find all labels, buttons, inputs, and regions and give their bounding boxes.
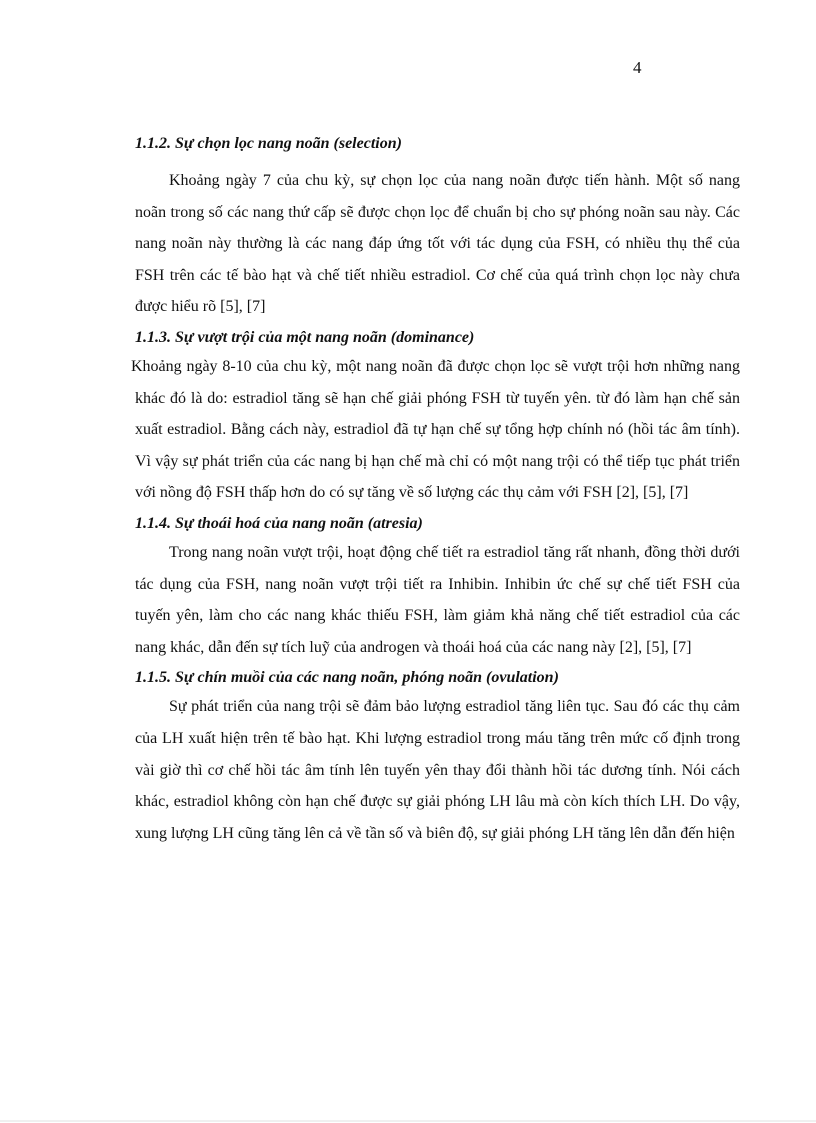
section-heading: 1.1.2. Sự chọn lọc nang noãn (selection) bbox=[135, 135, 402, 152]
page-number: 4 bbox=[633, 58, 642, 77]
section-paragraph: Trong nang noãn vượt trội, hoạt động chế tiết ra estradiol tăng rất nhanh, đồng thời dưới tác dụng của FSH, nang noãn vượt trội tiết ra Inhibin. Inhibin ức chế sự chế tiết FSH của tuyến yên, làm cho các nang khác thiếu FSH, làm giảm khả năng chế tiết estradiol của các nang khác, dẫn đến sự tích luỹ của androgen và thoái hoá của các nang này [2], [5], [7] bbox=[135, 543, 740, 656]
section-paragraph: Sự phát triển của nang trội sẽ đảm bảo lượng estradiol tăng liên tục. Sau đó các thụ cảm của LH xuất hiện trên tế bào hạt. Khi lượng estradiol trong máu tăng trên mức cố định trong vài giờ thì cơ chế hồi tác âm tính lên tuyến yên thay đổi thành hồi tác dương tính. Nói cách khác, estradiol không còn hạn chế được sự giải phóng LH lâu mà còn kích thích LH. Do vậy, xung lượng LH cũng tăng lên cả về tần số và biên độ, sự giải phóng LH tăng lên dẫn đến hiện bbox=[135, 698, 740, 842]
section-1-1-2 bbox=[135, 131, 740, 323]
document-body bbox=[131, 131, 740, 849]
section-heading: 1.1.5. Sự chín muồi của các nang noãn, phóng noãn (ovulation) bbox=[135, 669, 559, 687]
page-bottom-divider bbox=[0, 1120, 816, 1122]
section-paragraph: Khoảng ngày 7 của chu kỳ, sự chọn lọc của nang noãn được tiến hành. Một số nang noãn trong số các nang thứ cấp sẽ được chọn lọc để chuẩn bị cho sự phóng noãn sau này. Các nang noãn này thường là các nang đáp ứng tốt với tác dụng của FSH, có nhiều thụ thể của FSH trên các tế bào hạt và chế tiết nhiều estradiol. Cơ chế của quá trình chọn lọc này chưa được hiểu rõ [5], [7] bbox=[135, 172, 740, 316]
section-1-1-4 bbox=[135, 511, 740, 663]
section-heading: 1.1.4. Sự thoái hoá của nang noãn (atresia) bbox=[135, 514, 423, 532]
section-paragraph: Khoảng ngày 8-10 của chu kỳ, một nang noãn đã được chọn lọc sẽ vượt trội hơn những nang khác đó là do: estradiol tăng sẽ hạn chế giải phóng FSH từ tuyến yên. từ đó làm hạn chế sản xuất estradiol. Bằng cách này, estradiol đã tự hạn chế sự tổng hợp chính nó (hồi tác âm tính). Vì vậy sự phát triển của các nang bị hạn chế mà chỉ có một nang trội có thể tiếp tục phát triển với nồng độ FSH thấp hơn do có sự tăng về số lượng các thụ cảm với FSH [2], [5], [7] bbox=[131, 357, 740, 502]
section-1-1-5 bbox=[135, 665, 740, 849]
section-heading: 1.1.3. Sự vượt trội của một nang noãn (dominance) bbox=[135, 328, 475, 346]
section-1-1-3 bbox=[131, 325, 740, 509]
